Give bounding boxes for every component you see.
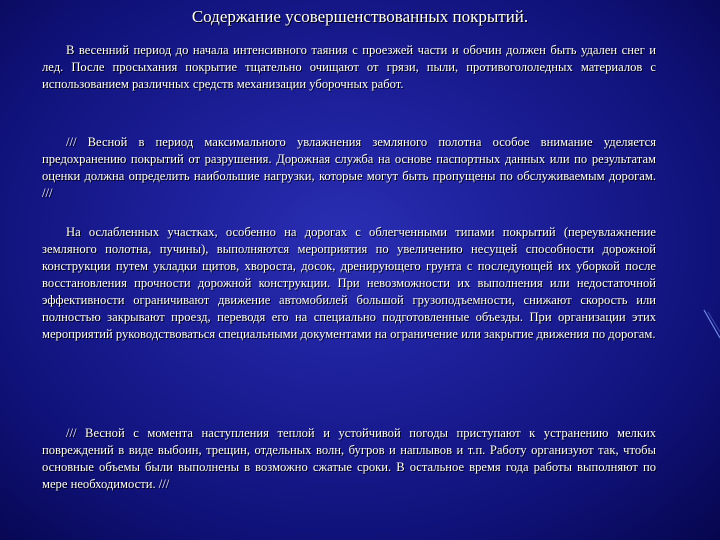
paragraph-weak-sections: На ослабленных участках, особенно на дорогах с облегченными типами покрытий (переувлажнение земляного полотна, пучины), выполняются мероприятия по увеличению несущей способности дорожной конструкции путем укладки щитов, хвороста, досок, дренирующего грунта с последующей их уборкой после восстановления прочности дорожной конструкции. При невозможности их выполнения или недостаточной эффективности ограничивают движение автомобилей большой грузоподъемности, снижают скорость или полностью закрывают проезд, переводя его на специально подготовленные объезды. При организации этих мероприятий руководствоваться специальными документами на ограничение или закрытие движения по дорогам. (42, 225, 656, 341)
paragraph-minor-repairs: /// Весной с момента наступления теплой и устойчивой погоды приступают к устранению мелких повреждений в виде выбоин, трещин, отдельных волн, бугров и наплывов и т.п. Работу организуют так, чтобы основные объемы были выполнены в возможно сжатые сроки. В остальное время года работы выполняют по мере необходимости. /// (42, 426, 656, 491)
paragraph-spring-cleaning: В весенний период до начала интенсивного таяния с проезжей части и обочин должен быть удален снег и лед. После просыхания покрытие тщательно очищают от грязи, пыли, противогололедных материалов с использованием различных средств механизации уборочных работ. (42, 43, 656, 91)
decorative-line (700, 300, 720, 360)
paragraph-moisture-protection: /// Весной в период максимального увлажнения земляного полотна особое внимание уделяется предохранению покрытий от разрушения. Дорожная служба на основе паспортных данных или по результатам оценки должна определить наибольшие нагрузки, которые могут быть пропущены по обслуживаемым дорогам. /// (42, 135, 656, 200)
slide-title: Содержание усовершенствованных покрытий. (191, 7, 529, 26)
